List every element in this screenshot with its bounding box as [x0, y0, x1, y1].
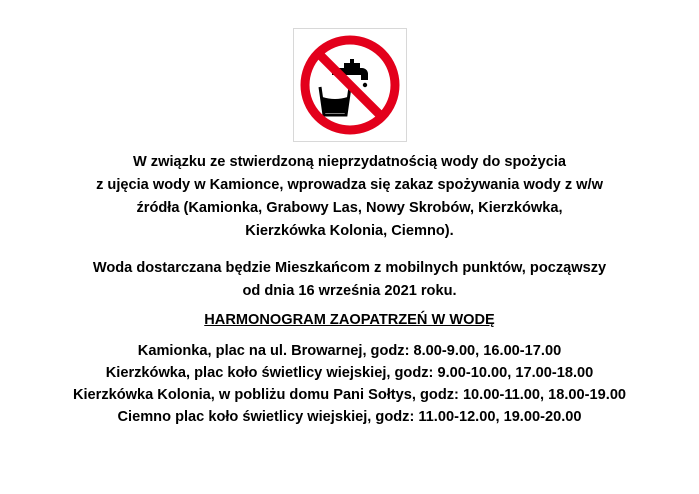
- schedule-item: Kierzkówka Kolonia, w pobliżu domu Pani Sołtys, godz: 10.00-11.00, 18.00-19.00: [72, 387, 627, 403]
- notice-line: W związku ze stwierdzoną nieprzydatnością wody do spożycia: [132, 154, 567, 170]
- schedule-item: Kierzkówka, plac koło świetlicy wiejskiej, godz: 9.00-10.00, 17.00-18.00: [105, 365, 594, 381]
- notice-paragraph: [0, 151, 699, 243]
- supply-line: Woda dostarczana będzie Mieszkańcom z mobilnych punktów, począwszy: [92, 260, 607, 276]
- supply-line: od dnia 16 września 2021 roku.: [242, 283, 457, 299]
- no-drinking-water-icon: [294, 29, 406, 141]
- notice-line: źródła (Kamionka, Grabowy Las, Nowy Skrobów, Kierzkówka,: [136, 200, 563, 216]
- no-drinking-water-sign: [293, 28, 407, 142]
- notice-line: z ujęcia wody w Kamionce, wprowadza się zakaz spożywania wody z w/w: [96, 177, 603, 193]
- schedule-item: Ciemno plac koło świetlicy wiejskiej, godz: 11.00-12.00, 19.00-20.00: [117, 409, 582, 425]
- schedule-list: [0, 340, 699, 428]
- notice-line: Kierzkówka Kolonia, Ciemno).: [245, 223, 454, 239]
- schedule-item: Kamionka, plac na ul. Browarnej, godz: 8.00-9.00, 16.00-17.00: [137, 343, 562, 359]
- schedule-heading: HARMONOGRAM ZAOPATRZEŃ W WODĘ: [204, 312, 495, 328]
- supply-paragraph: [0, 257, 699, 303]
